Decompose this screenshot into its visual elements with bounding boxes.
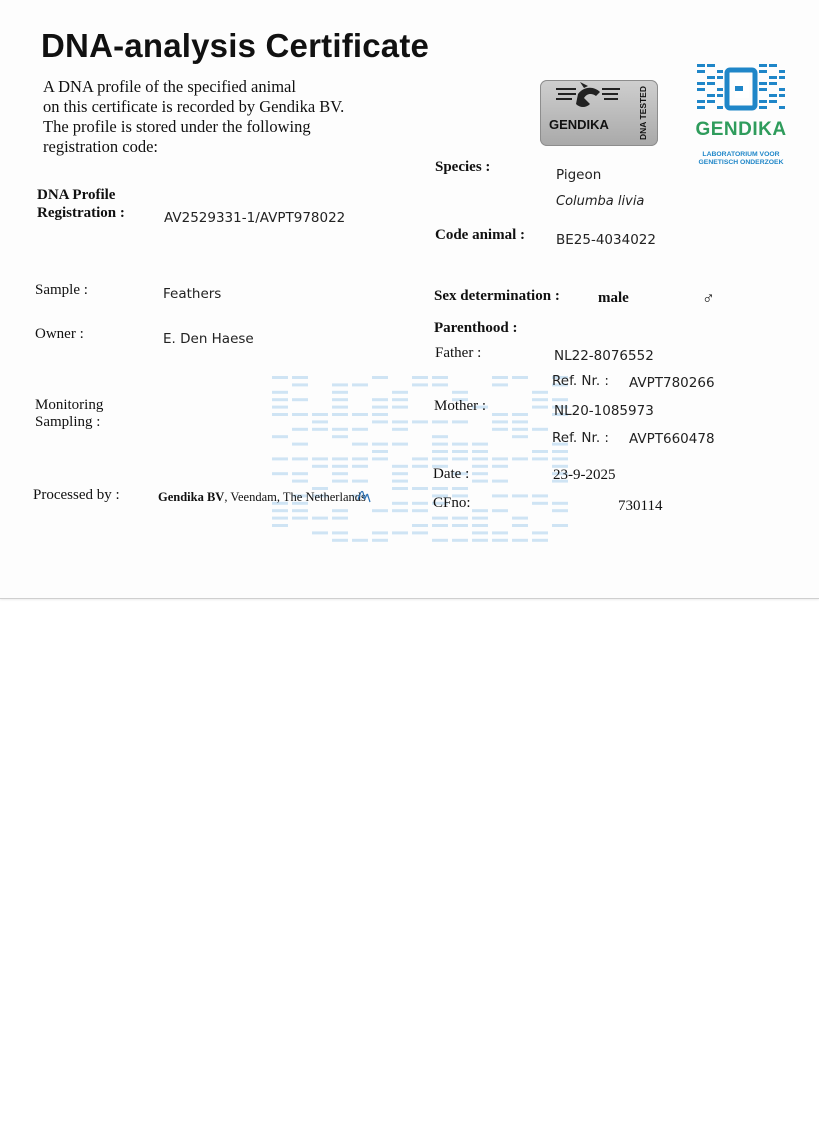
father-ring: NL22-8076552 (554, 348, 654, 364)
gendika-logo-icon (695, 62, 787, 114)
intro-paragraph (43, 77, 403, 157)
tagline-line: LABORATORIUM VOOR (702, 151, 780, 158)
processed-by-company: Gendika BV (158, 490, 225, 504)
gendika-tagline (690, 151, 792, 167)
intro-line: on this certificate is recorded by Gendika BV. (43, 97, 345, 116)
gendika-logo-text: GENDIKA (695, 119, 787, 140)
male-symbol-icon: ♂ (702, 289, 715, 308)
processed-by-value (158, 490, 366, 505)
pigeon-icon (554, 82, 624, 122)
registration-value: AV2529331-1/AVPT978022 (164, 210, 346, 226)
code-animal-label: Code animal : (435, 227, 525, 243)
seal-side-text: DNA TESTED (638, 86, 648, 140)
sampling-label: Sampling : (35, 414, 101, 430)
processed-by-label: Processed by : (33, 487, 120, 503)
monitoring-label: Monitoring (35, 397, 104, 413)
dna-tested-seal (540, 80, 658, 146)
processed-by-location: , Veendam, The Netherlands (224, 490, 366, 504)
father-ref-value: AVPT780266 (629, 375, 715, 391)
mother-ring: NL20-1085973 (554, 403, 654, 419)
species-label: Species : (435, 159, 491, 175)
owner-value: E. Den Haese (163, 331, 254, 347)
intro-line: A DNA profile of the specified animal (43, 77, 296, 96)
sample-label: Sample : (35, 282, 88, 298)
date-value: 23-9-2025 (553, 467, 616, 483)
tagline-line: GENETISCH ONDERZOEK (698, 159, 784, 166)
seal-brand: GENDIKA (549, 117, 609, 132)
mother-label: Mother : (434, 398, 487, 414)
parenthood-label: Parenthood : (434, 320, 518, 336)
species-latin: Columba livia (556, 194, 645, 209)
date-label: Date : (433, 466, 470, 482)
intro-line: registration code: (43, 137, 159, 156)
father-ref-label: Ref. Nr. : (552, 373, 609, 389)
registration-label: Registration : (37, 205, 125, 221)
mother-ref-label: Ref. Nr. : (552, 430, 609, 446)
certificate-title: DNA-analysis Certificate (41, 27, 430, 64)
father-label: Father : (435, 345, 482, 361)
sex-determination-label: Sex determination : (434, 288, 560, 304)
sample-value: Feathers (163, 286, 222, 302)
mother-ref-value: AVPT660478 (629, 431, 715, 447)
intro-line: The profile is stored under the following (43, 117, 311, 136)
registration-label: DNA Profile (37, 187, 116, 203)
signature-mark (356, 486, 376, 506)
sex-determination-value: male (598, 290, 629, 306)
cfno-value: 730114 (618, 498, 663, 514)
code-animal-value: BE25-4034022 (556, 232, 656, 248)
owner-label: Owner : (35, 326, 84, 342)
species-common: Pigeon (556, 167, 602, 183)
cfno-label: CFno: (433, 495, 471, 511)
